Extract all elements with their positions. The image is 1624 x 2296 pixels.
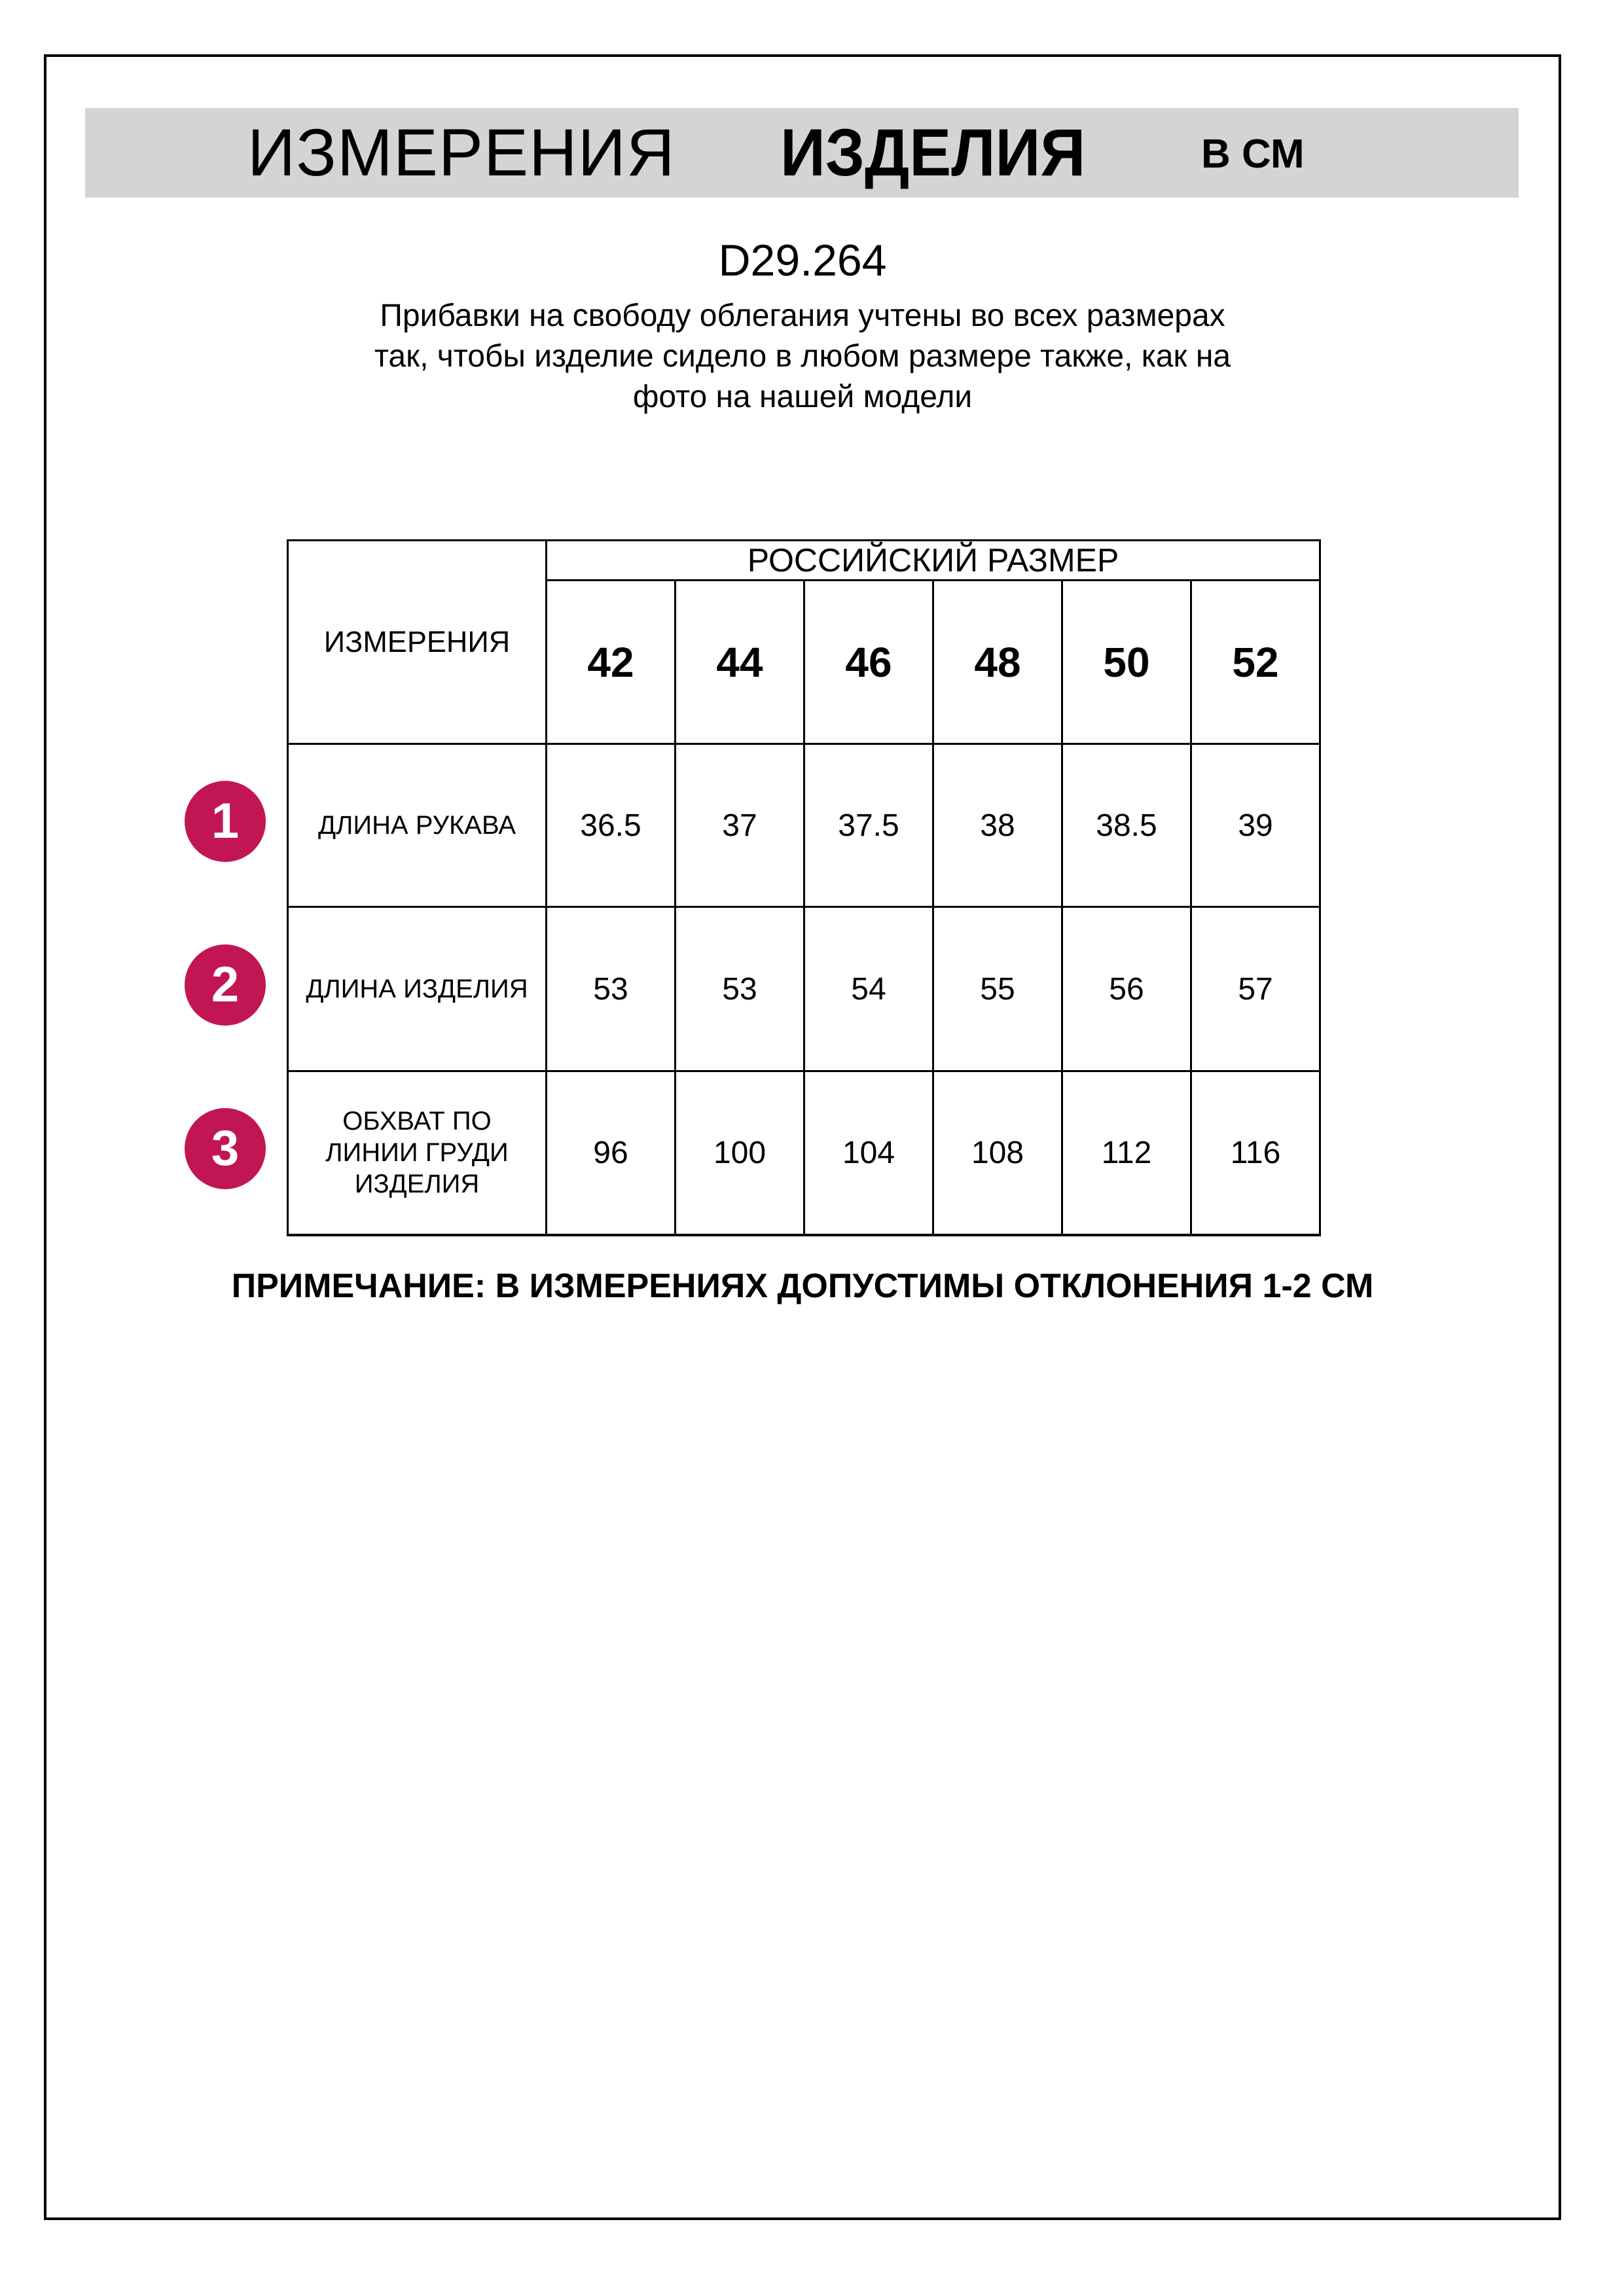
- value-cell: 37.5: [804, 744, 933, 907]
- size-header-48: 48: [933, 581, 1062, 744]
- row-marker-2: 2: [185, 944, 266, 1026]
- title-measurements: ИЗМЕРЕНИЯ: [247, 115, 676, 190]
- title-banner: [85, 108, 1519, 198]
- size-group-header: РОССИЙСКИЙ РАЗМЕР: [547, 541, 1320, 581]
- title-unit: В СМ: [1201, 132, 1305, 177]
- fit-description-line-1: Прибавки на свободу облегания учтены во всех размерах: [380, 298, 1225, 333]
- size-header-46: 46: [804, 581, 933, 744]
- value-cell: 56: [1062, 907, 1191, 1071]
- value-cell: 108: [933, 1071, 1062, 1235]
- size-header-44: 44: [676, 581, 804, 744]
- value-cell: 37: [676, 744, 804, 907]
- value-cell: 38: [933, 744, 1062, 907]
- row-label-sleeve-length: ДЛИНА РУКАВА: [288, 744, 547, 907]
- value-cell: 36.5: [547, 744, 676, 907]
- table-row-sleeve-length: [288, 744, 1320, 907]
- table-row-chest-girth: [288, 1071, 1320, 1235]
- value-cell: 104: [804, 1071, 933, 1235]
- table-corner-header: ИЗМЕРЕНИЯ: [288, 541, 547, 744]
- value-cell: 57: [1191, 907, 1320, 1071]
- fit-description-line-3: фото на нашей модели: [632, 380, 973, 414]
- tolerance-note: ПРИМЕЧАНИЕ: В ИЗМЕРЕНИЯХ ДОПУСТИМЫ ОТКЛОНЕНИЯ 1-2 СМ: [231, 1267, 1374, 1305]
- value-cell: 53: [547, 907, 676, 1071]
- value-cell: 54: [804, 907, 933, 1071]
- table-row-item-length: [288, 907, 1320, 1071]
- size-header-52: 52: [1191, 581, 1320, 744]
- row-label-chest-girth: ОБХВАТ ПО ЛИНИИ ГРУДИ ИЗДЕЛИЯ: [288, 1071, 547, 1235]
- row-marker-1: 1: [185, 781, 266, 862]
- table-row-size-group: [288, 541, 1320, 581]
- value-cell: 96: [547, 1071, 676, 1235]
- fit-description-line-2: так, чтобы изделие сидело в любом размере также, как на: [374, 339, 1231, 374]
- product-code: D29.264: [718, 236, 887, 285]
- row-marker-3: 3: [185, 1108, 266, 1189]
- row-label-item-length: ДЛИНА ИЗДЕЛИЯ: [288, 907, 547, 1071]
- title-product: ИЗДЕЛИЯ: [780, 115, 1086, 190]
- value-cell: 53: [676, 907, 804, 1071]
- value-cell: 38.5: [1062, 744, 1191, 907]
- value-cell: 39: [1191, 744, 1320, 907]
- size-header-50: 50: [1062, 581, 1191, 744]
- size-table: [287, 539, 1321, 1236]
- value-cell: 112: [1062, 1071, 1191, 1235]
- size-header-42: 42: [547, 581, 676, 744]
- value-cell: 55: [933, 907, 1062, 1071]
- fit-description: [44, 296, 1561, 418]
- value-cell: 116: [1191, 1071, 1320, 1235]
- value-cell: 100: [676, 1071, 804, 1235]
